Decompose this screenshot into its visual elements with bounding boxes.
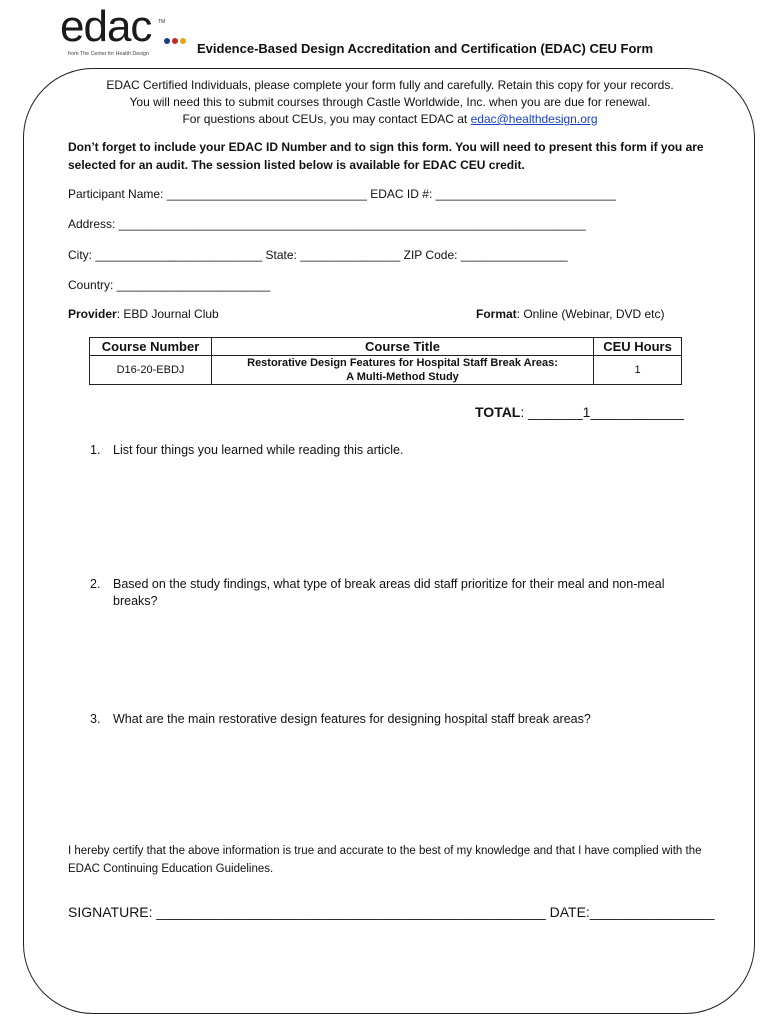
question-number: 1. xyxy=(90,443,101,457)
intro-line-2: You will need this to submit courses through Castle Worldwide, Inc. when you are due for renewal. xyxy=(129,95,651,109)
question-1 xyxy=(90,442,700,459)
audit-reminder: Don’t forget to include your EDAC ID Number and to sign this form. You will need to present this form if you are selected for an audit. The session listed below is available for EDAC CEU credit. xyxy=(68,140,704,172)
provider-value: : EBD Journal Club xyxy=(116,307,219,321)
logo-dot-red xyxy=(172,38,178,44)
intro-line-1: EDAC Certified Individuals, please complete your form fully and carefully. Retain this copy for your records. xyxy=(106,78,674,92)
provider-label: Provider xyxy=(68,307,117,321)
logo-dot-blue xyxy=(164,38,170,44)
intro-text xyxy=(60,77,720,128)
question-text: Based on the study findings, what type of break areas did staff prioritize for their meal and non-meal breaks? xyxy=(113,577,665,608)
provider-info xyxy=(68,307,219,321)
logo-subtitle: from The Center for Health Design xyxy=(68,51,149,57)
course-title-line-1: Restorative Design Features for Hospital Staff Break Areas: xyxy=(247,357,558,369)
logo-dot-gold xyxy=(180,38,186,44)
logo-wordmark: edac xyxy=(60,2,152,51)
total-label: TOTAL xyxy=(475,404,521,420)
course-title-cell xyxy=(212,356,594,385)
total-value: : _______1____________ xyxy=(520,404,684,420)
question-2 xyxy=(90,576,700,610)
total-field[interactable] xyxy=(475,404,684,420)
page-title: Evidence-Based Design Accreditation and Certification (EDAC) CEU Form xyxy=(197,41,654,56)
country-field[interactable]: Country: _______________________ xyxy=(68,278,271,292)
city-state-zip-field[interactable]: City: _________________________ State: _______________ ZIP Code: ________________ xyxy=(68,248,568,262)
intro-contact-text: For questions about CEUs, you may contact EDAC at xyxy=(182,112,471,126)
course-table xyxy=(89,337,682,385)
course-title-line-2: A Multi-Method Study xyxy=(346,371,459,383)
header-course-title: Course Title xyxy=(212,338,594,356)
table-row xyxy=(90,356,682,385)
contact-email-link[interactable]: edac@healthdesign.org xyxy=(470,112,598,126)
question-3 xyxy=(90,711,700,728)
format-info xyxy=(476,307,665,321)
question-number: 3. xyxy=(90,712,101,726)
header-ceu-hours: CEU Hours xyxy=(594,338,682,356)
course-table-header xyxy=(90,338,682,356)
ceu-hours-cell: 1 xyxy=(594,356,682,385)
logo-trademark: TM xyxy=(158,19,166,25)
signature-date-field[interactable]: SIGNATURE: __________________________________________________ DATE:________________ xyxy=(68,904,715,920)
question-text: List four things you learned while reading this article. xyxy=(113,443,404,457)
question-text: What are the main restorative design features for designing hospital staff break areas? xyxy=(113,712,591,726)
header-course-number: Course Number xyxy=(90,338,212,356)
logo-dots xyxy=(164,38,186,44)
question-number: 2. xyxy=(90,577,101,591)
intro-line-3 xyxy=(60,111,720,128)
edac-logo xyxy=(60,2,200,60)
format-value: : Online (Webinar, DVD etc) xyxy=(516,307,665,321)
format-label: Format xyxy=(476,307,517,321)
certification-statement: I hereby certify that the above information is true and accurate to the best of my knowledge and that I have complied with the EDAC Continuing Education Guidelines. xyxy=(68,845,702,875)
address-field[interactable]: Address: ______________________________________________________________________ xyxy=(68,217,586,231)
course-number-cell: D16-20-EBDJ xyxy=(90,356,212,385)
participant-name-field[interactable]: Participant Name: ______________________________ EDAC ID #: ___________________________ xyxy=(68,187,616,201)
